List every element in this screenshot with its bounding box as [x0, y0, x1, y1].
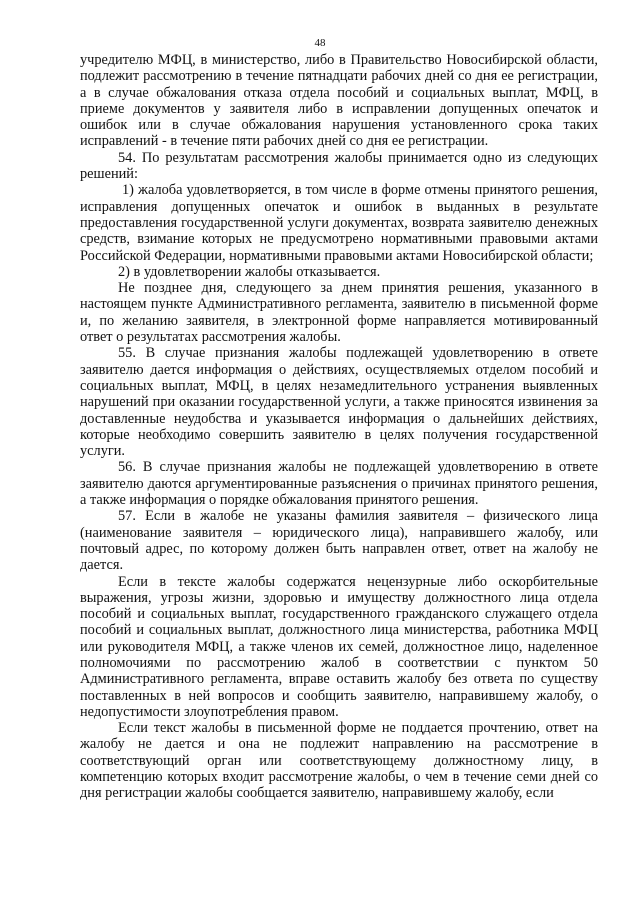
body-text [80, 52, 598, 802]
paragraph-57-unreadable: Если текст жалобы в письменной форме не поддается прочтению, ответ на жалобу не дается и она не подлежит направлению на рассмотрение в соответствующий орган или соответствующему должностному лицу, в компетенцию которых входит рассмотрение жалобы, о чем в течение семи дней со дня регистрации жалобы сообщается заявителю, направившему жалобу, если [80, 720, 598, 802]
page-number: 48 [314, 37, 326, 49]
paragraph-55: 55. В случае признания жалобы подлежащей удовлетворению в ответе заявителю дается информация о действиях, осуществляемых отделом пособий и социальных выплат, МФЦ, в целях незамедлительного устранения выявленных нарушений при оказании государственной услуги, а также приносятся извинения за доставленные неудобства и указывается информация о дальнейших действиях, которые необходимо совершить заявителю в целях получения государственной услуги. [80, 345, 598, 460]
paragraph-54-item-2: 2) в удовлетворении жалобы отказывается. [118, 263, 381, 280]
paragraph-57-offensive: Если в тексте жалобы содержатся нецензурные либо оскорбительные выражения, угрозы жизни, здоровью и имуществу должностного лица отдела пособий и социальных выплат, государственного гражданского служащего отдела пособий и социальных выплат, должностного лица министерства, работника МФЦ или руководителя МФЦ, а также членов их семей, должностное лицо, наделенное полномочиями по рассмотрению жалоб в соответствии с пунктом 50 Административного регламента, вправе оставить жалобу без ответа по существу поставленных в ней вопросов и сообщить заявителю, направившему жалобу, о недопустимости злоупотребления правом. [80, 573, 598, 720]
paragraph-56: 56. В случае признания жалобы не подлежащей удовлетворению в ответе заявителю даются аргументированные разъяснения о причинах принятого решения, а также информация о порядке обжалования принятого решения. [80, 459, 598, 509]
paragraph-54-response: Не позднее дня, следующего за днем принятия решения, указанного в настоящем пункте Административного регламента, заявителю в письменной форме и, по желанию заявителя, в электронной форме направляется мотивированный ответ о результатах рассмотрения жалобы. [80, 280, 598, 346]
paragraph-continuation: учредителю МФЦ, в министерство, либо в Правительство Новосибирской области, подлежит рассмотрению в течение пятнадцати рабочих дней со дня ее регистрации, а в случае обжалования отказа отдела пособий и социальных выплат, МФЦ, в приеме документов у заявителя либо в исправлении допущенных опечаток и ошибок или в случае обжалования нарушения установленного срока таких исправлений - в течение пяти рабочих дней со дня ее регистрации. [80, 52, 598, 150]
paragraph-54-item-1: 1) жалоба удовлетворяется, в том числе в форме отмены принятого решения, исправления допущенных опечаток и ошибок в выданных в результате предоставления государственной услуги документах, возврата заявителю денежных средств, взимание которых не предусмотрено нормативными правовыми актами Российской Федерации, нормативными правовыми актами Новосибирской области; [80, 182, 598, 264]
paragraph-54: 54. По результатам рассмотрения жалобы принимается одно из следующих решений: [80, 149, 598, 183]
paragraph-57: 57. Если в жалобе не указаны фамилия заявителя – физического лица (наименование заявителя – юридического лица), направившего жалобу, или почтовый адрес, по которому должен быть направлен ответ, ответ на жалобу не дается. [80, 508, 598, 574]
